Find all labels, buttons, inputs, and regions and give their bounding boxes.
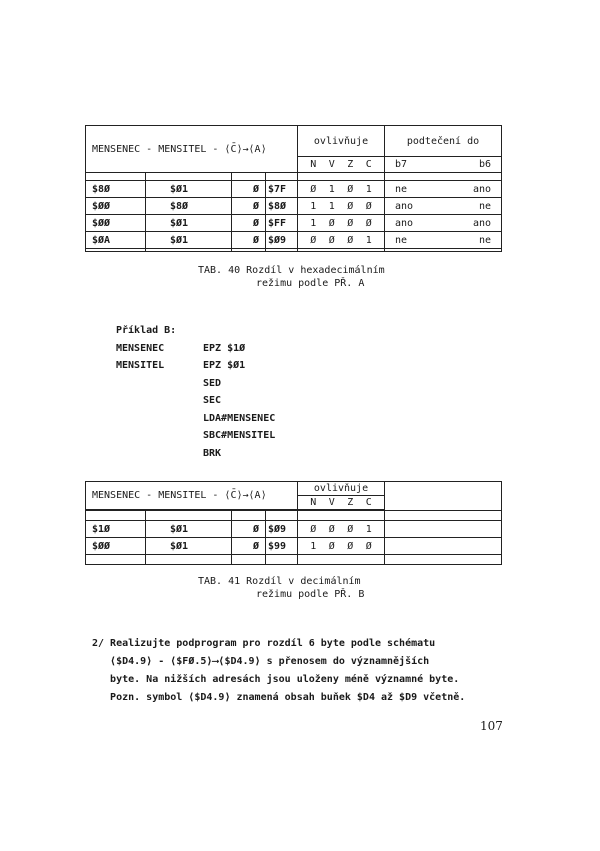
bit-b6: b6 (478, 159, 491, 170)
table-row: $8Ø $Ø1 Ø $7F Ø 1 Ø 1 ne ano (86, 181, 502, 198)
table-41-body (85, 510, 502, 565)
table41-flag-header: N V Z C (298, 496, 385, 510)
example-title: Příklad B: (116, 325, 177, 336)
table-row: $ØØ $Ø1 Ø $FF 1 Ø Ø Ø ano ano (86, 215, 502, 232)
table-41 (85, 481, 502, 510)
table-40-body (85, 172, 502, 252)
table-row: $ØA $Ø1 Ø $Ø9 Ø Ø Ø 1 ne ne (86, 232, 502, 249)
page-number: 107 (480, 719, 503, 733)
table-row: $ØØ $Ø1 Ø $99 1 Ø Ø Ø (86, 538, 502, 555)
table40-bit-header (385, 157, 502, 173)
table41-caption-2: režimu podle PŘ. B (256, 589, 365, 600)
table41-caption-1: TAB. 41 Rozdíl v decimálním (198, 576, 361, 587)
flag-v: V (328, 159, 335, 170)
table40-caption-1: TAB. 40 Rozdíl v hexadecimálním (198, 265, 385, 276)
table-row: $1Ø $Ø1 Ø $Ø9 Ø Ø Ø 1 (86, 521, 502, 538)
table41-header: MENSENEC - MENSITEL - ⟨C̄⟩→⟨A⟩ (86, 482, 298, 510)
flag-c: C (365, 159, 372, 170)
table40-header: MENSENEC - MENSITEL - ⟨C̄⟩→⟨A⟩ (86, 126, 298, 173)
bit-b7: b7 (395, 159, 408, 170)
table40-group1: ovlivňuje (298, 126, 385, 157)
table40-flag-header (298, 157, 385, 173)
flag-z: Z (347, 159, 354, 170)
table-40 (85, 125, 502, 173)
flag-n: N (310, 159, 317, 170)
table40-group2: podtečení do (385, 126, 502, 157)
table40-caption-2: režimu podle PŘ. A (256, 278, 365, 289)
table41-group1: ovlivňuje (298, 482, 385, 496)
table-row: $ØØ $8Ø Ø $8Ø 1 1 Ø Ø ano ne (86, 198, 502, 215)
